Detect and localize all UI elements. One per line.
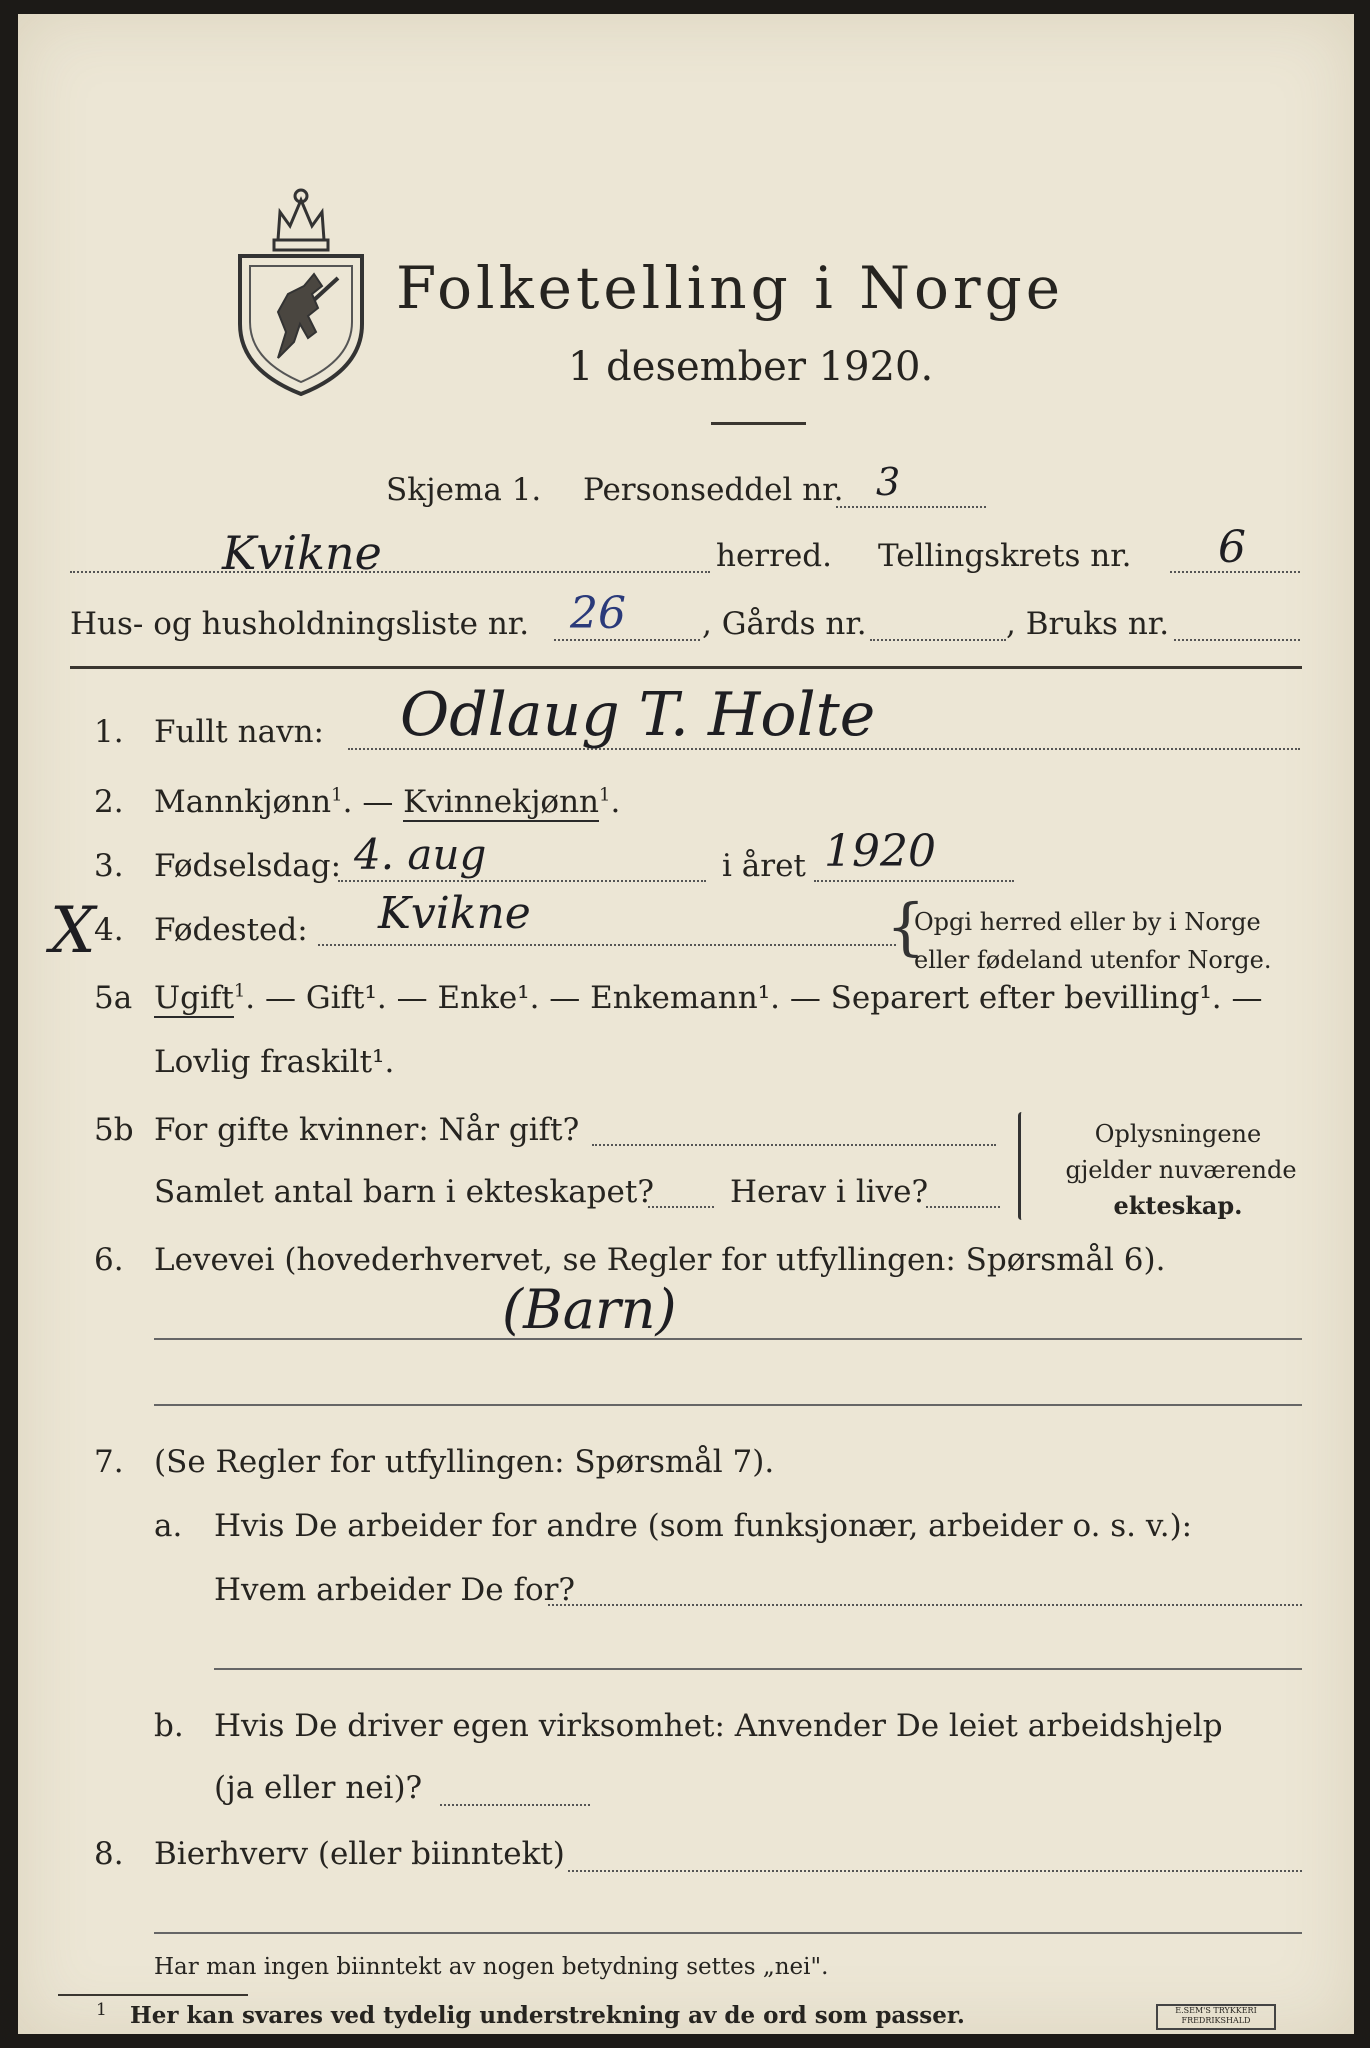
q5b-number: 5b [94, 1112, 134, 1148]
tellingskrets-value[interactable]: 6 [1218, 522, 1246, 573]
personseddel-line [836, 506, 986, 508]
birthday-value[interactable]: 4. aug [354, 830, 487, 879]
year-line [814, 880, 1014, 882]
tellingskrets-label: Tellingskrets nr. [878, 538, 1132, 574]
children-line [648, 1206, 714, 1208]
census-form-sheet [18, 14, 1354, 2034]
q1-label: Fullt navn: [154, 714, 324, 750]
hus-line [554, 639, 700, 641]
personseddel-value[interactable]: 3 [876, 460, 901, 504]
birthplace-line [318, 944, 896, 946]
birthday-line [338, 880, 706, 882]
occupation-line-1 [154, 1338, 1302, 1340]
herred-line [70, 571, 710, 573]
census-date: 1 desember 1920. [568, 344, 934, 390]
marital-other-options[interactable]: . — Gift¹. — Enke¹. — Enkemann¹. — Separert efter bevilling¹. — [245, 980, 1263, 1016]
q7a-line2: Hvem arbeider De for? [214, 1572, 576, 1608]
margin-mark: X [50, 894, 96, 968]
employer-line [548, 1604, 1302, 1606]
hus-value[interactable]: 26 [570, 588, 626, 639]
birthplace-value[interactable]: Kvikne [378, 888, 531, 939]
q7b-line2: (ja eller nei)? [214, 1770, 423, 1806]
marital-unmarried-selected[interactable]: Ugift [154, 980, 234, 1016]
birth-year-value[interactable]: 1920 [824, 826, 936, 877]
q2-number: 2. [94, 784, 124, 820]
employer-line-2 [214, 1668, 1302, 1670]
marital-divorced[interactable]: Lovlig fraskilt¹. [154, 1044, 395, 1080]
q5b-note-2: gjelder nuværende [1065, 1156, 1297, 1184]
married-when-line [592, 1144, 996, 1146]
footnote-text: Her kan svares ved tydelig understrekning av de ord som passer. [130, 2002, 965, 2029]
personseddel-label: Personseddel nr. [583, 472, 844, 508]
q5b-note-1: Oplysningene [1094, 1120, 1262, 1148]
footnote-rule [58, 1994, 248, 1996]
occupation-line-2 [154, 1404, 1302, 1406]
title-divider [711, 422, 806, 425]
printer-stamp: E.SEM'S TRYKKERI FREDRIKSHALD [1156, 2004, 1276, 2030]
header-rule [70, 666, 1302, 669]
full-name-value[interactable]: Odlaug T. Holte [400, 680, 876, 750]
coat-of-arms-icon [230, 182, 372, 398]
gards-label: , Gårds nr. [702, 606, 867, 642]
q5b-line1: For gifte kvinner: Når gift? [154, 1112, 580, 1148]
q8-label: Bierhverv (eller biinntekt) [154, 1836, 565, 1872]
q5b-children-label: Samlet antal barn i ekteskapet? [154, 1174, 654, 1210]
q3-label: Fødselsdag: [154, 848, 342, 884]
q5b-brace [1018, 1112, 1025, 1220]
occupation-value[interactable]: (Barn) [502, 1278, 677, 1341]
footer-note: Har man ingen biinntekt av nogen betydning settes „nei". [154, 1954, 829, 1980]
bruks-line [1174, 639, 1300, 641]
q8-number: 8. [94, 1836, 124, 1872]
herred-label: herred. [716, 538, 832, 574]
q7a-line1: Hvis De arbeider for andre (som funksjonær, arbeider o. s. v.): [214, 1508, 1193, 1544]
q4-label: Fødested: [154, 912, 308, 948]
q5a-number: 5a [94, 980, 133, 1016]
q7-label: (Se Regler for utfyllingen: Spørsmål 7). [154, 1444, 775, 1480]
side-income-line [568, 1870, 1302, 1872]
q7b-letter: b. [154, 1708, 184, 1744]
q4-note-1: Opgi herred eller by i Norge [914, 908, 1261, 936]
q7b-line1: Hvis De driver egen virksomhet: Anvender De leiet arbeidshjelp [214, 1708, 1223, 1744]
bruks-label: , Bruks nr. [1006, 606, 1170, 642]
q7a-letter: a. [154, 1508, 183, 1544]
hus-label: Hus- og husholdningsliste nr. [70, 606, 530, 642]
q1-number: 1. [94, 714, 124, 750]
q6-label: Levevei (hovederhvervet, se Regler for utfyllingen: Spørsmål 6). [154, 1242, 1166, 1278]
gender-female-selected[interactable]: Kvinnekjønn [403, 784, 600, 820]
footnote-mark: 1 [96, 2000, 107, 2020]
year-label: i året [722, 848, 806, 884]
hired-help-line [440, 1804, 590, 1806]
gards-line [870, 639, 1006, 641]
q4-number: 4. [94, 912, 124, 948]
q5b-alive-label: Herav i live? [730, 1174, 929, 1210]
q5b-note-3: ekteskap. [1113, 1191, 1243, 1220]
gender-options: Mannkjønn$^1$. — Kvinnekjønn$^1$. [154, 784, 621, 820]
q4-brace: { [886, 890, 926, 963]
q7-number: 7. [94, 1444, 124, 1480]
q4-note-2: eller fødeland utenfor Norge. [914, 946, 1272, 974]
herred-value[interactable]: Kvikne [222, 526, 382, 580]
gender-male[interactable]: Mannkjønn [154, 784, 332, 820]
marital-options: Ugift$^1$. — Gift¹. — Enke¹. — Enkemann¹. — Separert efter bevilling¹. — [154, 980, 1263, 1016]
q6-number: 6. [94, 1242, 124, 1278]
alive-line [926, 1206, 1000, 1208]
q3-number: 3. [94, 848, 124, 884]
form-title: Folketelling i Norge [396, 254, 1065, 322]
side-income-line-2 [154, 1932, 1302, 1934]
schema-label: Skjema 1. [386, 472, 542, 508]
